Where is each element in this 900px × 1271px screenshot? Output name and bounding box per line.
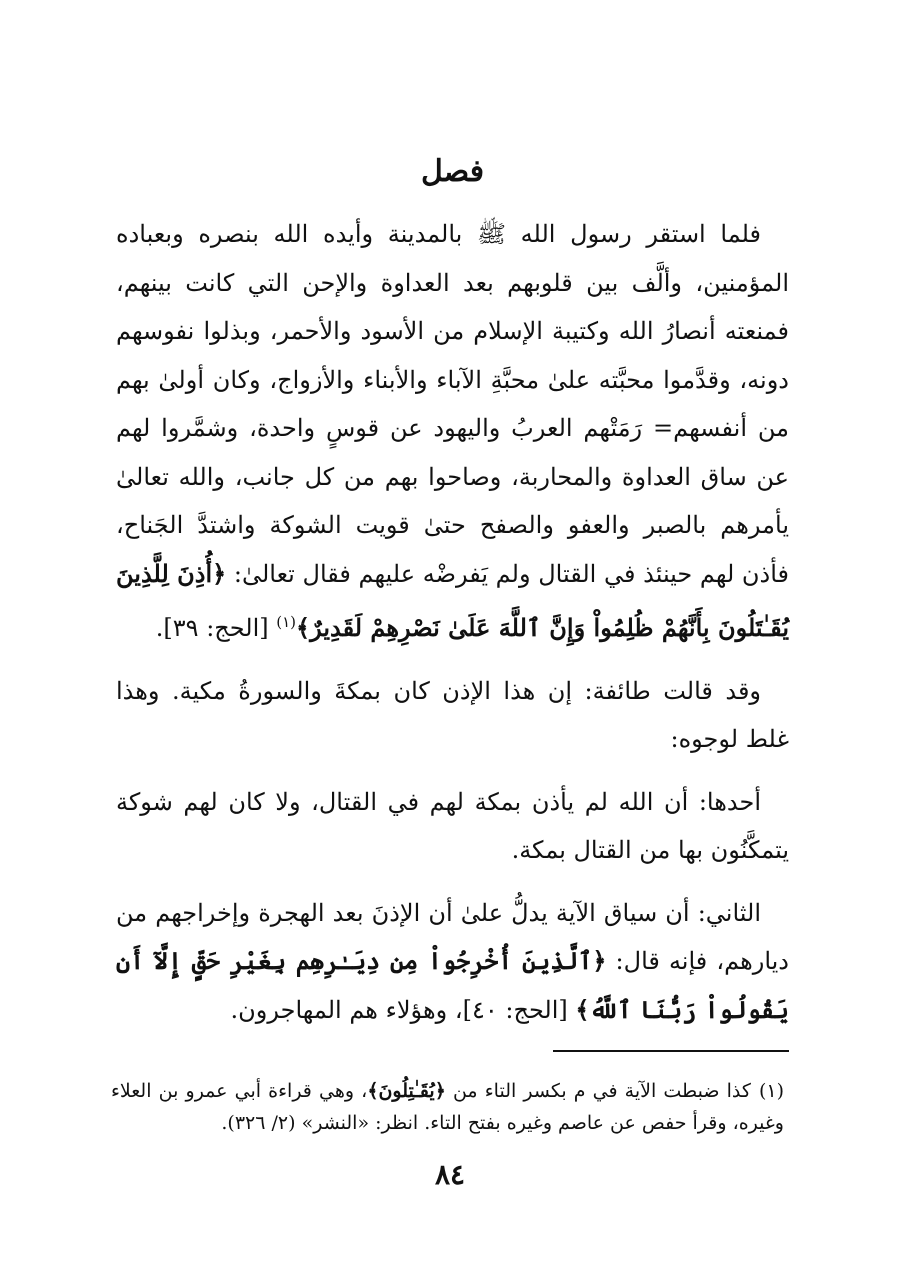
- paragraph-first-reason: أحدها: أن الله لم يأذن بمكة لهم في القتال، ولا كان لهم شوكة يتمكَّنُون بها من القتال بمكة.: [116, 787, 789, 864]
- page-body: [116, 150, 789, 1048]
- paragraph-objection: وقد قالت طائفة: إن هذا الإذن كان بمكةَ والسورةُ مكية. وهذا غلط لوجوه:: [116, 676, 789, 753]
- verse-citation: [الحج: ٣٩].: [155, 614, 277, 642]
- paragraph-second-reason: [116, 889, 789, 1035]
- footnotes: [111, 1075, 784, 1139]
- paragraph-text: الثاني: أن سياق الآية يدلُّ علىٰ أن الإذنَ بعد الهجرة وإخراجهم من ديارهم، فإنه قال:: [116, 898, 789, 975]
- footnote-marker[interactable]: (١): [276, 613, 297, 631]
- paragraph-opening: [116, 210, 789, 653]
- quran-verse: ﴿ٱلَّذِينَ أُخْرِجُواْ مِن دِيَـٰرِهِم بِغَيْرِ حَقٍّ إِلَّآ أَن يَقُولُواْ رَبُّنَا ٱللَّهُ﴾: [116, 946, 789, 1024]
- footnote-divider: [553, 1050, 789, 1052]
- footnote-text: كذا ضبطت الآية في م بكسر التاء من: [445, 1080, 751, 1102]
- quran-verse: ﴿أُذِنَ لِلَّذِينَ يُقَـٰتَلُونَ بِأَنَّهُمْ ظُلِمُواْ وَإِنَّ ٱللَّهَ عَلَىٰ نَصْرِهِمْ لَقَدِيرٌ﴾: [116, 558, 789, 642]
- section-title: فصل: [420, 154, 485, 189]
- verse-citation: [الحج: ٤٠]، وهؤلاء هم المهاجرون.: [230, 995, 576, 1024]
- footnote-quran: ﴿يُقَـٰتِلُونَ﴾: [367, 1080, 446, 1102]
- page-number: ٨٤: [434, 1158, 466, 1191]
- paragraph-text: فلما استقر رسول الله ﷺ بالمدينة وأيده الله بنصره وبعباده المؤمنين، وألَّف بين قلوبهم بعد العداوة والإحن التي كانت بينهم، فمنعته أنصارُ الله وكتيبة الإسلام من الأسود والأحمر، وبذلوا نفوسهم دونه، وقدَّموا محبَّته علىٰ محبَّةِ الآباء والأبناء والأزواج، وكان أولىٰ بهم من أنفسهم= رَمَتْهم العربُ واليهود عن قوسٍ واحدة، وشمَّروا لهم عن ساق العداوة والمحاربة، وصاحوا بهم من كل جانب، والله تعالىٰ يأمرهم بالصبر والعفو والصفح حتىٰ قويت الشوكة واشتدَّ الجَناح، فأذن لهم حينئذ في القتال ولم يَفرضْه عليهم فقال تعالىٰ:: [116, 220, 790, 588]
- footnote-text: ، وهي قراءة أبي عمرو بن العلاء وغيره، وقرأ حفص عن عاصم وغيره بفتح التاء. انظر: «النشر» (٢/ ٣٢٦).: [111, 1080, 784, 1134]
- footnote-number: (١): [758, 1080, 784, 1102]
